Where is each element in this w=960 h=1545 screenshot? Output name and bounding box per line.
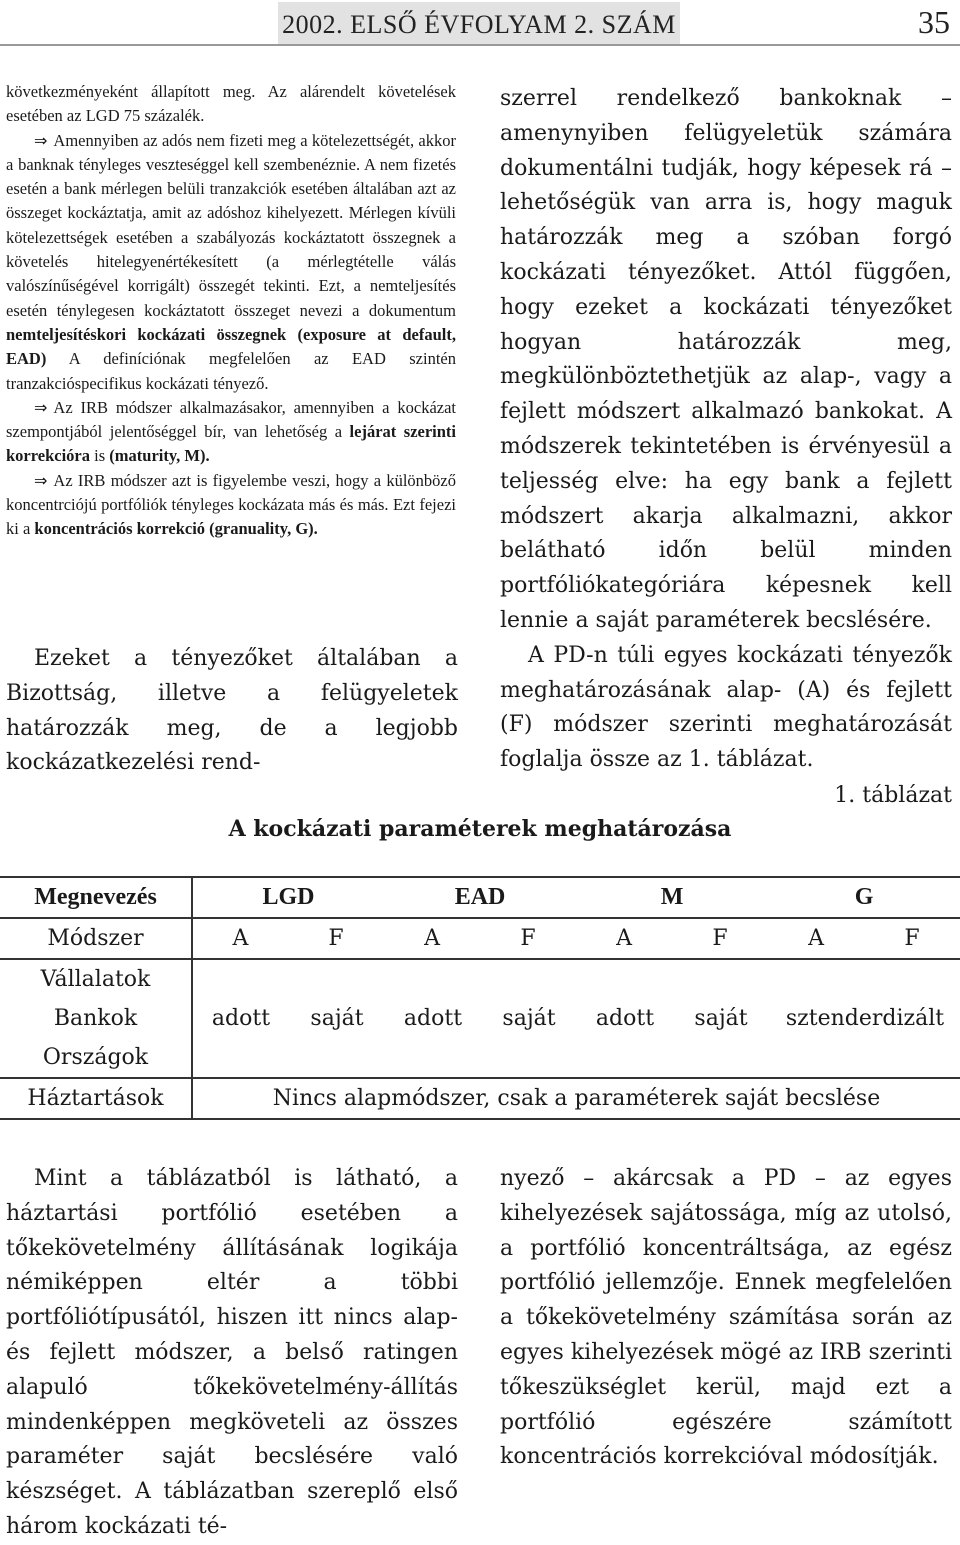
header-cell: M bbox=[576, 877, 768, 918]
term-maturity: lejárat szerinti korrekcióra bbox=[6, 422, 457, 466]
table-cell: adott bbox=[403, 1006, 463, 1031]
table-cell: adott bbox=[211, 1006, 271, 1031]
top-left-large-paragraph bbox=[6, 642, 458, 781]
bottom-right-column bbox=[500, 1162, 952, 1475]
paragraph: Mint a táblázatból is látható, a háztartási portfólió esetében a tőkekövetelmény állításának logikája némiképpen eltér a többi portfóliótípusától, hiszen itt nincs alap- és fejlett módszer, a belső ratingen alapuló tőkekövetelmény-állítás mindenképpen megköveteli az összes paraméter saját becslésére való készséget. A táblázatban szereplő első három kockázati té- bbox=[6, 1166, 458, 1539]
household-note: Nincs alapmódszer, csak a paraméterek saját becslése bbox=[192, 1078, 960, 1119]
page-number: 35 bbox=[918, 4, 950, 40]
risk-parameters-table bbox=[0, 876, 960, 1120]
table-cell: adott bbox=[595, 1006, 655, 1031]
table-title: A kockázati paraméterek meghatározása bbox=[228, 816, 732, 842]
top-left-column bbox=[6, 80, 456, 542]
table-cell: F bbox=[672, 918, 768, 959]
bottom-left-column bbox=[6, 1162, 458, 1545]
table-cell: saját bbox=[310, 1006, 364, 1031]
header-cell: LGD bbox=[192, 877, 384, 918]
term-granularity: koncentrációs korrekció (granuality, G). bbox=[34, 519, 318, 539]
row-label: Vállalatok bbox=[0, 959, 192, 999]
table-cell: A bbox=[768, 918, 864, 959]
table-cell: F bbox=[288, 918, 384, 959]
row-label: Módszer bbox=[0, 918, 192, 959]
paragraph: A PD-n túli egyes kockázati tényezők meghatározásának alap- (A) és fejlett (F) módszer szerinti meghatározását foglalja össze az 1. táblázat. bbox=[500, 642, 952, 773]
header-cell: G bbox=[768, 877, 960, 918]
term-maturity-abbr: (maturity, M). bbox=[109, 446, 210, 466]
top-right-column bbox=[500, 82, 952, 778]
paragraph: ⇒ Az IRB módszer azt is figyelembe veszi, hogy a különböző koncentrciójú portfóliók tényleges kockázata más és más. Ezt fejezi ki a koncentrációs korrekció (granuality, G). bbox=[6, 470, 456, 539]
header-cell: Megnevezés bbox=[0, 877, 192, 918]
merged-values-cell bbox=[192, 959, 960, 1078]
row-label: Országok bbox=[0, 1038, 192, 1078]
term-ead: nemteljesítéskori kockázati összegnek (exposure at default, EAD) bbox=[6, 324, 456, 369]
paragraph: ⇒ Amennyiben az adós nem fizeti meg a kötelezettségét, akkor a banknak tényleges veszteséggel kell szembenéznie. A nem fizetés esetén a bank mérlegen belüli tranzakciók esetében általában azt az összeget kockáztatja, amit az adóshoz kihelyezett. Mérlegen kívüli kötelezettségek esetében a szabályozás kockáztatott összegnek a követelés hitelegyenértékesített (a mérlegtételle válás valószínűségével korrigált) összegét tekinti. Ezt, a nemteljesítés esetén ténylegesen kockáztatott összeget nevezi a dokumentum nemteljesítéskori kockázati összegnek (exposure at default, EAD) A definíciónak megfelelően az EAD szintén tranzakcióspecifikus kockázati tényező. bbox=[6, 130, 456, 393]
table-cell: A bbox=[192, 918, 288, 959]
row-label: Bankok bbox=[0, 999, 192, 1038]
paragraph: Ezeket a tényezőket általában a Bizottság, illetve a felügyeletek határozzák meg, de a legjobb kockázatkezelési rend- bbox=[6, 646, 458, 776]
arrow-right-icon: ⇒ bbox=[34, 470, 48, 490]
row-label: Háztartások bbox=[0, 1078, 192, 1119]
table-caption: 1. táblázat bbox=[834, 783, 952, 808]
paragraph: szerrel rendelkező bankoknak – amenynyiben felügyeletük számára dokumentálni tudják, hogy képesek rá – lehetőségük van arra is, hogy maguk határozzák meg a szóban forgó kockázati tényezőket. Attól függően, hogy ezeket a kockázati tényezőket hogyan határozzák meg, megkülönböztethetjük az alap-, vagy a fejlett módszert alkalmazó bankokat. A módszerek tekintetében is érvényesül a teljesség elve: ha egy bank a fejlett módszert akarja alkalmazni, akkor belátható időn belül minden portfóliókategóriára képesnek kell lennie a saját paraméterek becslésére. bbox=[500, 86, 952, 633]
table-cell: F bbox=[864, 918, 960, 959]
paragraph: nyező – akárcsak a PD – az egyes kihelyezések sajátossága, míg az utolsó, a portfólió koncentráltsága, az egész portfólió jellemzője. Ennek megfelelően a tőkekövetelmény számítása során az egyes kihelyezések mögé az IRB szerinti tőkeszükséglet kerül, majd ezt a portfólió egészére számított koncentrációs korrekcióval módosítják. bbox=[500, 1166, 952, 1470]
table-cell: A bbox=[384, 918, 480, 959]
table-cell: saját bbox=[694, 1006, 748, 1031]
journal-issue: 2002. ELSŐ ÉVFOLYAM 2. SZÁM bbox=[282, 10, 676, 39]
table-cell: sztenderdizált bbox=[785, 1006, 945, 1031]
arrow-right-icon: ⇒ bbox=[34, 397, 48, 417]
table-cell: saját bbox=[502, 1006, 556, 1031]
table-cell: F bbox=[480, 918, 576, 959]
arrow-right-icon: ⇒ bbox=[34, 130, 48, 150]
paragraph: következményeként állapított meg. Az alárendelt követelések esetében az LGD 75 százalék. bbox=[6, 82, 456, 126]
table-cell: A bbox=[576, 918, 672, 959]
header-cell: EAD bbox=[384, 877, 576, 918]
paragraph: ⇒ Az IRB módszer alkalmazásakor, amennyiben a kockázat szempontjából jelentőséggel bír, van lehetőség a lejárat szerinti korrekcióra is (maturity, M). bbox=[6, 397, 457, 466]
header-divider bbox=[0, 44, 960, 46]
